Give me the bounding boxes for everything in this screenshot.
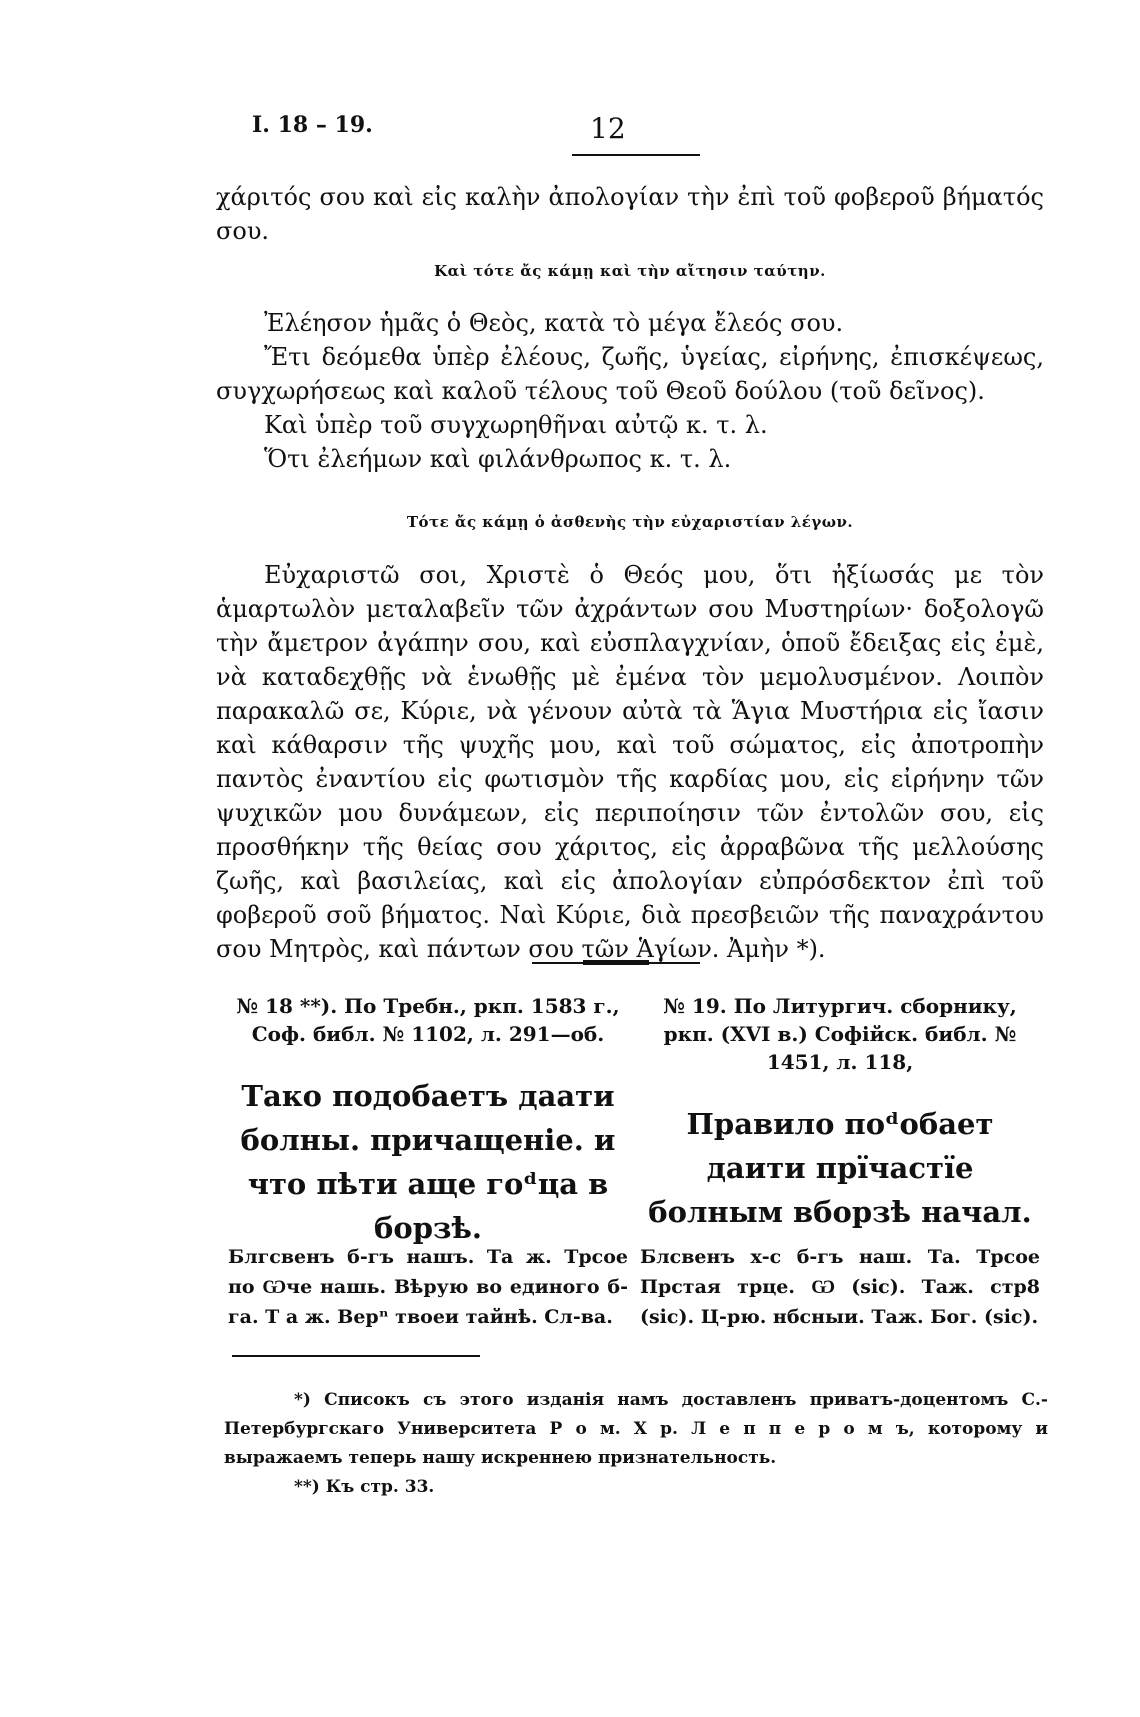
thanksgiving-text: Εὐχαριστῶ σοι, Χριστὲ ὁ Θεός μου, ὅτι ἠξίωσάς με τὸν ἁμαρτωλὸν μεταλαβεῖν τῶν ἀχράντων σου Μυστηρίων· δοξολογῶ τὴν ἄμετρον ἀγάπην σου, καὶ εὐσπλαγχνίαν, ὁποῦ ἔδειξας εἰς ἐμὲ, νὰ καταδεχθῇς νὰ ἑνωθῇς μὲ ἐμένα τὸν μεμολυσμένον. Λοιπὸν παρακαλῶ σε, Κύριε, νὰ γένουν αὐτὰ τὰ Ἅγια Μυστήρια εἰς ἴασιν καὶ κάθαρσιν τῆς ψυχῆς μου, καὶ τοῦ σώματος, εἰς ἀποτροπὴν παντὸς ἐναντίου εἰς φωτισμὸν τῆς καρδίας μου, εἰς εἰρήνην τῶν ψυχικῶν μου δυνάμεων, εἰς περιποίησιν τῶν ἐντολῶν σου, εἰς προσθήκην τῆς θείας σου χάριτος, εἰς ἀρραβῶνα τῆς μελλούσης ζωῆς, καὶ βασιλείας, καὶ εἰς ἀπολογίαν εὐπρόσδεκτον ἐπὶ τοῦ φοβεροῦ σοῦ βήματος. Ναὶ Κύριε, διὰ πρεσβειῶν τῆς παναχράντου σου Μητρὸς, καὶ πάντων σου τῶν Ἁγίων. Ἀμὴν *). (216, 561, 1044, 963)
page-number: 12 (590, 112, 626, 145)
section-separator-accent (583, 960, 649, 965)
prayer-line: Ὅτι ἐλεήμων καὶ φιλάνθρωπος κ. τ. λ. (264, 445, 732, 473)
right-title: Правило поᵈобает даити прїчастїе болным вборзѣ начал. (648, 1107, 1032, 1229)
thanksgiving-prayer (216, 558, 1044, 966)
right-source-note: № 19. По Литургич. сборнику, ркп. (XVI в.) Софійск. библ. № 1451, л. 118, (663, 994, 1017, 1074)
prayer-line: Ἔτι δεόμεθα ὑπὲρ ἐλέους, ζωῆς, ὑγείας, εἰρήνης, ἐπισκέψεως, συγχωρήσεως καὶ καλοῦ τέλους τοῦ Θεοῦ δούλου (τοῦ δεῖνος). (216, 343, 1044, 405)
right-incipit: Блсвенъ х-с б-гъ наш. Та. Трсое Прстая трце. Ѡ (sic). Таж. стр8 (sic). Ц-рю. нбсныи. Таж. Бог. (sic). (640, 1246, 1040, 1328)
footnote-rule (232, 1355, 480, 1357)
footnotes (224, 1386, 1048, 1502)
left-incipit: Блгсвенъ б-гъ нашъ. Та ж. Трсое по Ѡче нашь. Вѣрую во единого б-га. Т а ж. Верⁿ твоеи тайнѣ. Сл-ва. (228, 1246, 628, 1328)
opening-text: χάριτός σου καὶ εἰς καλὴν ἀπολογίαν τὴν ἐπὶ τοῦ φοβεροῦ βήματός σου. (216, 183, 1044, 245)
left-column (228, 992, 628, 1328)
right-column (640, 992, 1040, 1328)
rubric-petition: Καὶ τότε ἄς κάμῃ καὶ τὴν αἴτησιν ταύτην. (434, 262, 826, 280)
left-title: Тако подобаетъ даати болны. причащеніе. и что пѣти аще гоᵈца в борзѣ. (240, 1079, 616, 1245)
footnote-1: *) Списокъ съ этого изданія намъ доставленъ приватъ-доцентомъ С.-Петербургскаго Университета Р о м. Х р. Л е п п е р о м ъ, которому и выражаемъ теперь нашу искреннею признательность. (224, 1390, 1048, 1468)
header-rule (572, 154, 700, 156)
rubric-thanksgiving: Τότε ἄς κάμῃ ὁ ἀσθενὴς τὴν εὐχαριστίαν λέγων. (406, 513, 854, 531)
left-source-note: № 18 **). По Требн., ркп. 1583 г., Соф. библ. № 1102, л. 291—об. (236, 994, 620, 1046)
chapter-reference: I. 18 – 19. (252, 112, 373, 138)
footnote-2: **) Къ стр. 33. (294, 1477, 435, 1497)
prayer-line: Καὶ ὑπὲρ τοῦ συγχωρηθῆναι αὐτῷ κ. τ. λ. (264, 411, 768, 439)
prayer-line: Ἐλέησον ἡμᾶς ὁ Θεὸς, κατὰ τὸ μέγα ἔλεός σου. (264, 309, 844, 337)
litany-prayer (216, 306, 1044, 476)
